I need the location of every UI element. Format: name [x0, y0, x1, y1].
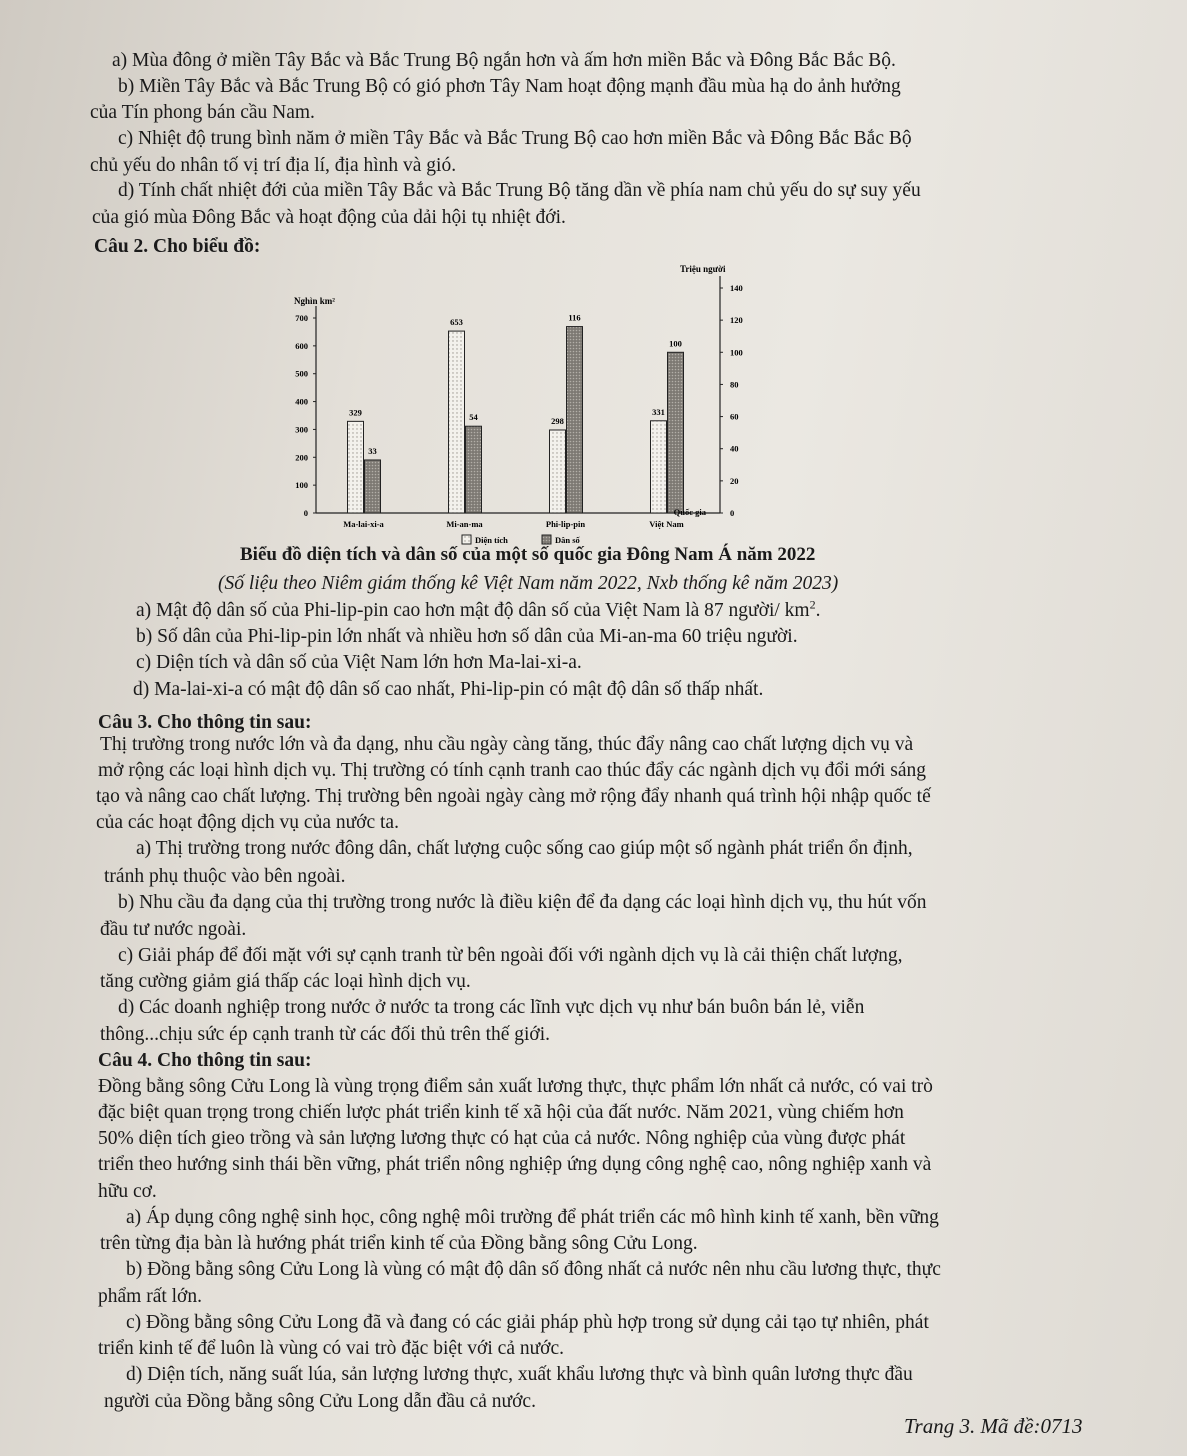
bar-population-1: [466, 426, 482, 513]
q3-option-c: c) Giải pháp để đối mặt với sự cạnh tranh từ bên ngoài đối với ngành dịch vụ là cải thiện chất lượng,: [118, 945, 903, 966]
population-data-label: 33: [368, 445, 377, 456]
q4-option-a: a) Áp dụng công nghệ sinh học, công nghệ môi trường để phát triển các mô hình kinh tế xanh, bền vững: [126, 1207, 939, 1228]
q4-paragraph-line3: 50% diện tích gieo trồng và sản lượng lương thực có hạt của cả nước. Nông nghiệp của vùng được phát: [98, 1128, 906, 1149]
category-label: Ma-lai-xi-a: [343, 519, 384, 529]
category-label: Phi-lip-pin: [545, 519, 586, 529]
x-axis-end-label: Quốc gia: [673, 507, 706, 517]
left-tick-label: 600: [295, 340, 308, 351]
q3-option-a: a) Thị trường trong nước đông dân, chất lượng cuộc sống cao giúp một số ngành phát triển ổn định,: [136, 838, 913, 859]
population-data-label: 54: [469, 412, 478, 423]
q4-option-a-cont: trên từng địa bàn là hướng phát triển kinh tế của Đồng bằng sông Cửu Long.: [100, 1233, 698, 1254]
q1-option-d-cont: của gió mùa Đông Bắc và hoạt động của dải hội tụ nhiệt đới.: [92, 207, 566, 228]
q4-paragraph-line2: đặc biệt quan trọng trong chiến lược phát triển kinh tế xã hội của đất nước. Năm 2021, vùng chiếm hơn: [98, 1102, 904, 1123]
right-tick-label: 120: [730, 315, 743, 326]
q4-option-d-cont: người của Đồng bằng sông Cửu Long dẫn đầu cả nước.: [104, 1391, 536, 1412]
q1-option-c: c) Nhiệt độ trung bình năm ở miền Tây Bắc và Bắc Trung Bộ cao hơn miền Bắc và Đông Bắc Bắc Bộ: [118, 128, 912, 149]
q4-paragraph-line4: triển theo hướng sinh thái bền vững, phát triển nông nghiệp ứng dụng công nghệ cao, nông nghiệp xanh và: [98, 1154, 932, 1175]
page-footer: Trang 3. Mã đề:0713: [904, 1414, 1083, 1438]
q2-option-b: b) Số dân của Phi-lip-pin lớn nhất và nhiều hơn số dân của Mi-an-ma 60 triệu người.: [136, 626, 798, 647]
legend-population-swatch: [542, 535, 551, 544]
left-axis-label: Nghìn km²: [294, 296, 335, 306]
q2-option-c: c) Diện tích và dân số của Việt Nam lớn hơn Ma-lai-xi-a.: [136, 652, 582, 673]
q4-heading: Câu 4. Cho thông tin sau:: [98, 1050, 312, 1071]
q1-option-c-cont: chủ yếu do nhân tố vị trí địa lí, địa hình và gió.: [90, 155, 457, 176]
q2-option-a-end: .: [815, 600, 821, 621]
bar-area-1: [449, 331, 465, 513]
category-label: Việt Nam: [649, 519, 684, 529]
q4-paragraph-line5: hữu cơ.: [98, 1181, 157, 1202]
q3-option-b-cont: đầu tư nước ngoài.: [100, 919, 247, 940]
q3-paragraph-line1: Thị trường trong nước lớn và đa dạng, nhu cầu ngày càng tăng, thúc đẩy nâng cao chất lượng dịch vụ và: [100, 734, 914, 755]
bar-population-2: [567, 327, 583, 513]
chart-caption-title: Biểu đồ diện tích và dân số của một số quốc gia Đông Nam Á năm 2022: [240, 544, 816, 565]
q3-paragraph-line3: tạo và nâng cao chất lượng. Thị trường bên ngoài ngày càng mở rộng đẩy nhanh quá trình hội nhập quốc tế: [96, 786, 931, 807]
q2-heading: Câu 2. Cho biểu đồ:: [94, 236, 261, 257]
bar-population-3: [668, 352, 684, 513]
area-data-label: 653: [450, 317, 463, 328]
left-tick-label: 300: [295, 424, 308, 435]
legend-area-swatch: [462, 535, 471, 544]
q3-option-d-cont: thông...chịu sức ép cạnh tranh từ các đối thủ trên thế giới.: [100, 1024, 551, 1045]
bar-area-2: [550, 430, 566, 513]
q2-option-d: d) Ma-lai-xi-a có mật độ dân số cao nhất, Phi-lip-pin có mật độ dân số thấp nhất.: [133, 679, 764, 700]
chart-caption-source: (Số liệu theo Niêm giám thống kê Việt Nam năm 2022, Nxb thống kê năm 2023): [218, 573, 839, 594]
q3-paragraph-line2: mở rộng các loại hình dịch vụ. Thị trường có tính cạnh tranh cao thúc đẩy các ngành dịch vụ đổi mới sáng: [98, 760, 926, 781]
q1-option-a: a) Mùa đông ở miền Tây Bắc và Bắc Trung Bộ ngắn hơn và ấm hơn miền Bắc và Đông Bắc Bắc Bộ.: [112, 50, 896, 71]
q3-heading: Câu 3. Cho thông tin sau:: [98, 712, 312, 733]
left-tick-label: 400: [295, 396, 308, 407]
left-tick-label: 500: [295, 368, 308, 379]
q2-option-a-text: a) Mật độ dân số của Phi-lip-pin cao hơn mật độ dân số của Việt Nam là 87 người/ km: [136, 600, 810, 621]
left-tick-label: 100: [295, 480, 308, 491]
right-tick-label: 140: [730, 283, 743, 293]
q1-option-b: b) Miền Tây Bắc và Bắc Trung Bộ có gió phơn Tây Nam hoạt động mạnh đầu mùa hạ do ảnh hưởng: [118, 76, 901, 97]
q4-option-c: c) Đồng bằng sông Cửu Long đã và đang có các giải pháp phù hợp trong sử dụng cải tạo tự nhiên, phát: [126, 1312, 929, 1333]
q4-paragraph-line1: Đồng bằng sông Cửu Long là vùng trọng điểm sản xuất lương thực, thực phẩm lớn nhất cả nước, có vai trò: [98, 1076, 933, 1097]
population-data-label: 116: [568, 312, 581, 323]
q3-option-b: b) Nhu cầu đa dạng của thị trường trong nước là điều kiện để đa dạng các loại hình dịch vụ, thu hút vốn: [118, 892, 927, 913]
area-data-label: 331: [652, 406, 665, 417]
q4-option-c-cont: triển kinh tế để luôn là vùng có vai trò đặc biệt với cả nước.: [98, 1338, 565, 1359]
right-tick-label: 0: [730, 508, 735, 518]
right-tick-label: 100: [730, 347, 743, 358]
left-tick-label: 0: [303, 508, 308, 518]
bar-chart: [272, 260, 792, 550]
q1-option-d: d) Tính chất nhiệt đới của miền Tây Bắc và Bắc Trung Bộ tăng dần về phía nam chủ yếu do sự suy yếu: [118, 180, 921, 201]
area-data-label: 298: [551, 415, 564, 426]
right-axis-label: Triệu người: [680, 264, 726, 274]
q2-option-a: [136, 597, 821, 622]
q3-option-c-cont: tăng cường giảm giá thấp các loại hình dịch vụ.: [100, 971, 471, 992]
right-tick-label: 80: [730, 379, 739, 390]
legend-population-label: Dân số: [555, 535, 580, 545]
population-data-label: 100: [669, 338, 682, 349]
right-tick-label: 20: [730, 475, 739, 486]
bar-area-3: [651, 421, 667, 513]
left-tick-label: 700: [295, 313, 308, 323]
right-tick-label: 60: [730, 411, 739, 422]
q1-option-b-cont: của Tín phong bán cầu Nam.: [90, 102, 315, 123]
q4-option-b: b) Đồng bằng sông Cửu Long là vùng có mật độ dân số đông nhất cả nước nên nhu cầu lương thực, thực: [126, 1259, 941, 1280]
area-data-label: 329: [349, 407, 362, 418]
q4-option-d: d) Diện tích, năng suất lúa, sản lượng lương thực, xuất khẩu lương thực và bình quân lương thực đầu: [126, 1364, 913, 1385]
q2-option-a-sup: 2: [809, 597, 816, 612]
bar-area-0: [348, 421, 364, 513]
legend-area-label: Diện tích: [475, 535, 508, 545]
q4-option-b-cont: phẩm rất lớn.: [98, 1286, 202, 1307]
q3-option-a-cont: tránh phụ thuộc vào bên ngoài.: [104, 866, 346, 887]
left-tick-label: 200: [295, 452, 308, 463]
right-tick-label: 40: [730, 443, 739, 454]
q3-option-d: d) Các doanh nghiệp trong nước ở nước ta trong các lĩnh vực dịch vụ như bán buôn bán lẻ, viễn: [118, 997, 865, 1018]
bar-population-0: [365, 460, 381, 513]
q3-paragraph-line4: của các hoạt động dịch vụ của nước ta.: [96, 812, 399, 833]
category-label: Mi-an-ma: [446, 519, 483, 529]
